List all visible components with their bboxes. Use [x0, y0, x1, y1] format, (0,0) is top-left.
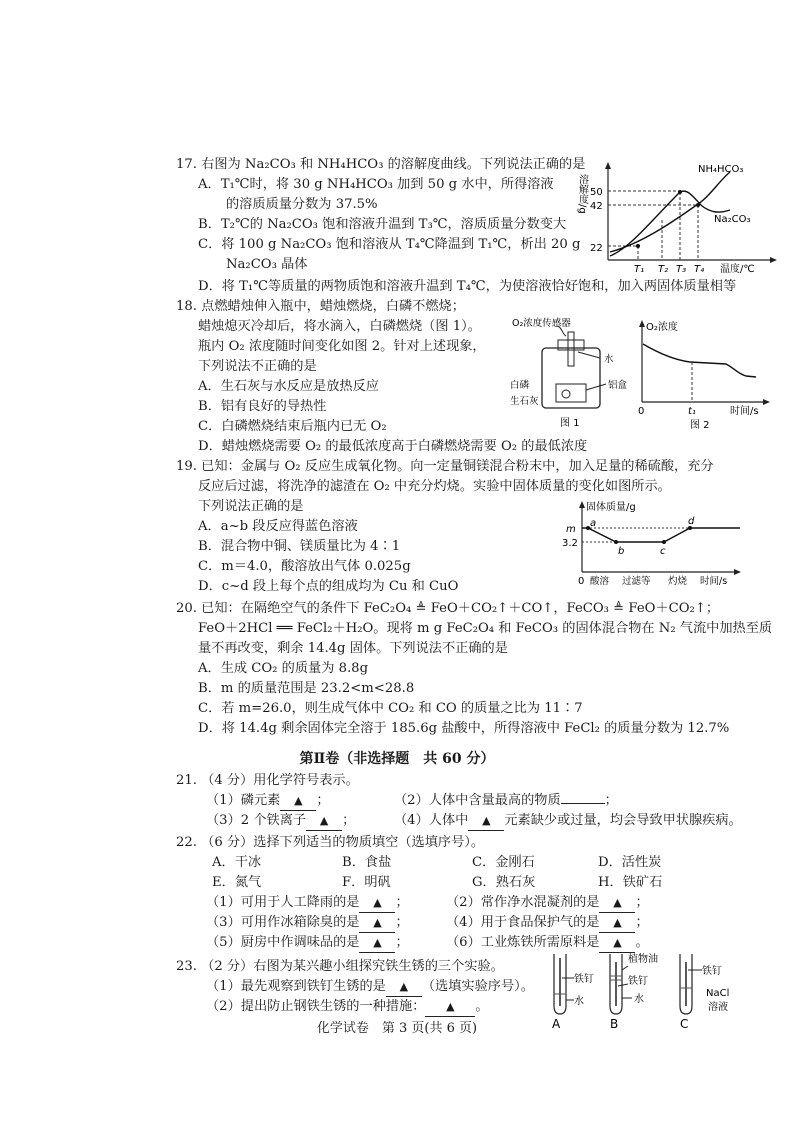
q17-stem: 17. 右图为 Na₂CO₃ 和 NH₄HCO₃ 的溶解度曲线。下列说法正确的是: [176, 157, 586, 172]
q19-point-d: d: [688, 516, 695, 527]
q18-fig2-ylabel: O₂浓度: [646, 322, 678, 333]
q18-line2: 蜡烛熄灭冷却后，将水滴入，白磷燃烧（图 1）。: [198, 319, 481, 334]
q23-b-water-label: 水: [634, 994, 644, 1005]
answer-mark-icon: ▲: [373, 936, 382, 949]
q19-xlabel: 时间/s: [700, 576, 728, 587]
q17-xtick-t2: T₂: [658, 264, 669, 275]
answer-mark-icon: ▲: [373, 896, 382, 909]
q18-option-b: B．铝有良好的导热性: [198, 399, 327, 414]
q22-p2-text: （2）常作净水混凝剂的是: [446, 895, 600, 910]
q22-p5-blank[interactable]: [359, 934, 395, 953]
q19-32-label: 3.2: [562, 538, 578, 549]
q21-p2-blank[interactable]: [561, 803, 605, 804]
q19-point-b: b: [618, 546, 625, 557]
q22-option-f: F．明矾: [342, 875, 391, 890]
q23-p1-tail: （选填实验序号）。: [421, 979, 534, 994]
q23-p2-blank[interactable]: [425, 998, 475, 1017]
q22-p4-semi: ；: [635, 915, 649, 930]
q19-line3: 下列说法正确的是: [198, 499, 304, 514]
q18-figure1-apparatus: [508, 312, 628, 430]
q23-b-nail-label: 铁钉: [628, 976, 648, 987]
q20-option-d: D．将 14.4g 剩余固体完全溶于 185.6g 盐酸中，所得溶液中 FeCl₂ 的质量分数为 12.7%: [198, 721, 730, 736]
q21-p3-text: （3）2 个铁离子: [206, 813, 307, 828]
q20-line2: FeO＋2HCl ══ FeCl₂＋H₂O。现将 m g FeC₂O₄ 和 FeCO₃ 的固体混合物在 N₂ 气流中加热至质: [198, 621, 773, 636]
page-footer: 化学试卷 第 3 页(共 6 页): [316, 1021, 478, 1036]
answer-mark-icon: ▲: [319, 814, 329, 827]
answer-mark-icon: ▲: [613, 896, 622, 909]
q19-x1: 酸溶: [590, 576, 610, 587]
q23-stem: 23. （2 分）右图为某兴趣小组探究铁生锈的三个实验。: [176, 959, 504, 974]
q21-p1-text: （1）磷元素: [206, 793, 281, 808]
q22-part5: [206, 934, 409, 953]
q22-p3-blank[interactable]: [359, 914, 395, 933]
q17-xtick-t4: T₄: [694, 264, 705, 275]
q23-c-nail-label: 铁钉: [702, 966, 722, 977]
q17-xlabel: 温度/℃: [720, 264, 755, 275]
q18-stem: 18. 点燃蜡烛伸入瓶中，蜡烛燃烧，白磷不燃烧；: [176, 299, 465, 314]
q23-a-nail-label: 铁钉: [574, 974, 594, 985]
q19-x2: 过滤等: [622, 576, 651, 587]
section-2-heading: 第Ⅱ卷（非选择题 共 60 分）: [299, 751, 495, 767]
q18-albox-label: 铝盒: [608, 380, 628, 391]
q23-p2-tail: 。: [475, 999, 489, 1014]
q19-option-c: C．m＝4.0，酸溶放出气体 0.025g: [198, 559, 411, 574]
q18-fig2-origin: 0: [638, 406, 645, 417]
q17-series-nh4hco3: NH₄HCO₃: [698, 164, 744, 175]
q19-line2: 反应后过滤，将洗净的滤渣在 O₂ 中充分灼烧。实验中固体质量的变化如图所示。: [198, 479, 671, 494]
q18-fig2-xlabel: 时间/s: [730, 406, 759, 417]
q23-c-nacl-label: NaCl: [706, 988, 730, 999]
q19-origin: 0: [578, 576, 585, 587]
answer-mark-icon: ▲: [482, 814, 491, 827]
q18-line4: 下列说法不正确的是: [198, 359, 317, 374]
q23-tube-c-label: C: [680, 1017, 689, 1031]
q18-whitep-label: 白磷: [510, 380, 530, 391]
answer-mark-icon: ▲: [446, 1000, 455, 1013]
q23-tube-a-label: A: [552, 1017, 561, 1031]
q17-series-na2co3: Na₂CO₃: [714, 214, 751, 225]
q22-part2: [446, 894, 649, 913]
q22-part3: [206, 914, 409, 933]
q21-p1-blank[interactable]: [280, 792, 316, 811]
q22-option-h: H．铁矿石: [598, 875, 663, 890]
q22-option-e: E．氮气: [212, 875, 262, 890]
q20-option-c: C．若 m=26.0，则生成气体中 CO₂ 和 CO 的质量之比为 11∶7: [198, 701, 583, 716]
q22-option-c: C．金刚石: [472, 855, 535, 870]
q18-lime-label: 生石灰: [510, 396, 539, 407]
q22-p3-semi: ；: [395, 915, 409, 930]
q18-option-d: D．蜡烛燃烧需要 O₂ 的最低浓度高于白磷燃烧需要 O₂ 的最低浓度: [198, 439, 588, 454]
q23-a-water-label: 水: [574, 996, 584, 1007]
q22-option-g: G．熟石灰: [472, 875, 536, 890]
q22-p6-end: 。: [635, 935, 649, 950]
q17-ylabel: 溶解度/g: [576, 174, 588, 214]
q18-sensor-label: O₂浓度传感器: [512, 318, 571, 329]
q20-line3: 量不再改变，剩余 14.4g 固体。下列说法不正确的是: [198, 641, 508, 656]
q21-p1-semi: ；: [316, 793, 330, 808]
q22-p2-semi: ；: [635, 895, 649, 910]
q17-option-c: C．将 100 g Na₂CO₃ 饱和溶液从 T₄℃降温到 T₁℃，析出 20 g: [198, 237, 581, 252]
q17-option-d: D．将 T₁℃等质量的两物质饱和溶液升温到 T₄℃，为使溶液恰好饱和，加入两固体质量相等: [198, 279, 737, 294]
q22-p5-text: （5）厨房中作调味品的是: [206, 935, 360, 950]
q18-option-c: C．白磷燃烧结束后瓶内已无 O₂: [198, 419, 387, 434]
q17-option-a-cont: 的溶质质量分数为 37.5%: [226, 197, 378, 212]
q17-option-c-cont: Na₂CO₃ 晶体: [226, 257, 308, 272]
q22-p4-blank[interactable]: [599, 914, 635, 933]
q21-part2: [394, 792, 618, 810]
q21-part1: [206, 792, 330, 811]
answer-mark-icon: ▲: [373, 916, 382, 929]
q23-c-solution-label: 溶液: [708, 1002, 728, 1013]
answer-mark-icon: ▲: [294, 794, 303, 807]
q17-xtick-t3: T₃: [676, 264, 687, 275]
q21-p4-blank[interactable]: [468, 812, 504, 831]
q22-option-d: D．活性炭: [598, 855, 662, 870]
q18-fig2-caption: 图 2: [690, 420, 710, 431]
q19-stem: 19. 已知：金属与 O₂ 反应生成氧化物。向一定量铜镁混合粉末中，加入足量的稀硫酸，充分: [176, 459, 714, 474]
q22-stem: 22. （6 分）选择下列适当的物质填空（选填序号）。: [176, 835, 485, 850]
q19-option-a: A．a~b 段反应得蓝色溶液: [198, 519, 358, 534]
q19-ylabel: 固体质量/g: [586, 502, 636, 513]
q21-p3-blank[interactable]: [306, 812, 342, 831]
q22-p4-text: （4）用于食品保护气的是: [446, 915, 600, 930]
q18-fig1-caption: 图 1: [560, 418, 580, 429]
q17-ytick-22: 22: [590, 243, 603, 254]
q23-p1-blank[interactable]: [386, 978, 422, 997]
q23-tube-b-label: B: [610, 1017, 619, 1031]
q23-part2: [206, 998, 489, 1017]
q19-point-c: c: [660, 546, 666, 557]
q23-p1-text: （1）最先观察到铁钉生锈的是: [206, 979, 386, 994]
q18-option-a: A．生石灰与水反应是放热反应: [198, 379, 379, 394]
q22-part4: [446, 914, 649, 933]
q21-part4: [394, 812, 742, 831]
q19-x3: 灼烧: [668, 576, 688, 587]
q22-p5-semi: ；: [395, 935, 409, 950]
q19-point-a: a: [590, 518, 597, 529]
q18-figure2-o2-chart: [630, 314, 780, 430]
q18-fig2-t1: t₁: [688, 406, 696, 417]
q20-line1: 20. 已知：在隔绝空气的条件下 FeC₂O₄ ≜ FeO＋CO₂↑＋CO↑，FeCO₃ ≜ FeO＋CO₂↑；: [176, 601, 720, 616]
q17-solubility-chart: [576, 160, 780, 282]
q17-ytick-42: 42: [590, 201, 603, 212]
q22-p3-text: （3）可用作冰箱除臭的是: [206, 915, 360, 930]
q19-mass-chart: [560, 498, 746, 588]
q23-p2-text: （2）提出防止钢铁生锈的一种措施：: [206, 999, 426, 1014]
q22-option-b: B．食盐: [342, 855, 392, 870]
q17-ytick-50: 50: [590, 187, 603, 198]
q22-option-a: A．干冰: [212, 855, 262, 870]
answer-mark-icon: ▲: [613, 936, 622, 949]
q19-m-label: m: [566, 524, 576, 535]
q18-water-label: 水: [604, 354, 614, 365]
q17-option-b: B．T₂℃的 Na₂CO₃ 饱和溶液升温到 T₃℃，溶质质量分数变大: [198, 217, 567, 232]
q22-p1-blank[interactable]: [359, 894, 395, 913]
answer-mark-icon: ▲: [399, 980, 409, 993]
q20-option-b: B．m 的质量范围是 23.2<m<28.8: [198, 681, 415, 696]
q21-p2-semi: ；: [604, 793, 618, 808]
q21-p2-text: （2）人体中含量最高的物质: [394, 793, 561, 808]
q19-option-d: D．c~d 段上每个点的组成均为 Cu 和 CuO: [198, 579, 459, 594]
answer-mark-icon: ▲: [613, 916, 622, 929]
q23-b-oil-label: 植物油: [628, 954, 658, 965]
q21-part3: [206, 812, 355, 831]
q17-xtick-t1: T₁: [634, 264, 645, 275]
q22-p6-text: （6）工业炼铁所需原料是: [446, 935, 600, 950]
q22-part1: [206, 894, 409, 913]
q21-p4-text: （4）人体中: [394, 813, 469, 828]
q21-stem: 21. （4 分）用化学符号表示。: [176, 773, 359, 788]
q22-p1-semi: ；: [395, 895, 409, 910]
q17-option-a: A．T₁℃时，将 30 g NH₄HCO₃ 加到 50 g 水中，所得溶液: [198, 177, 554, 192]
q20-option-a: A．生成 CO₂ 的质量为 8.8g: [198, 661, 369, 676]
q22-p1-text: （1）可用于人工降雨的是: [206, 895, 360, 910]
q19-option-b: B．混合物中铜、镁质量比为 4∶1: [198, 539, 401, 554]
q22-p2-blank[interactable]: [599, 894, 635, 913]
q18-line3: 瓶内 O₂ 浓度随时间变化如图 2。针对上述现象，: [198, 339, 486, 354]
q21-p3-semi: ；: [342, 813, 356, 828]
q21-p4-tail: 元素缺少或过量，均会导致甲状腺疾病。: [504, 813, 742, 828]
q23-part1: [206, 978, 534, 997]
